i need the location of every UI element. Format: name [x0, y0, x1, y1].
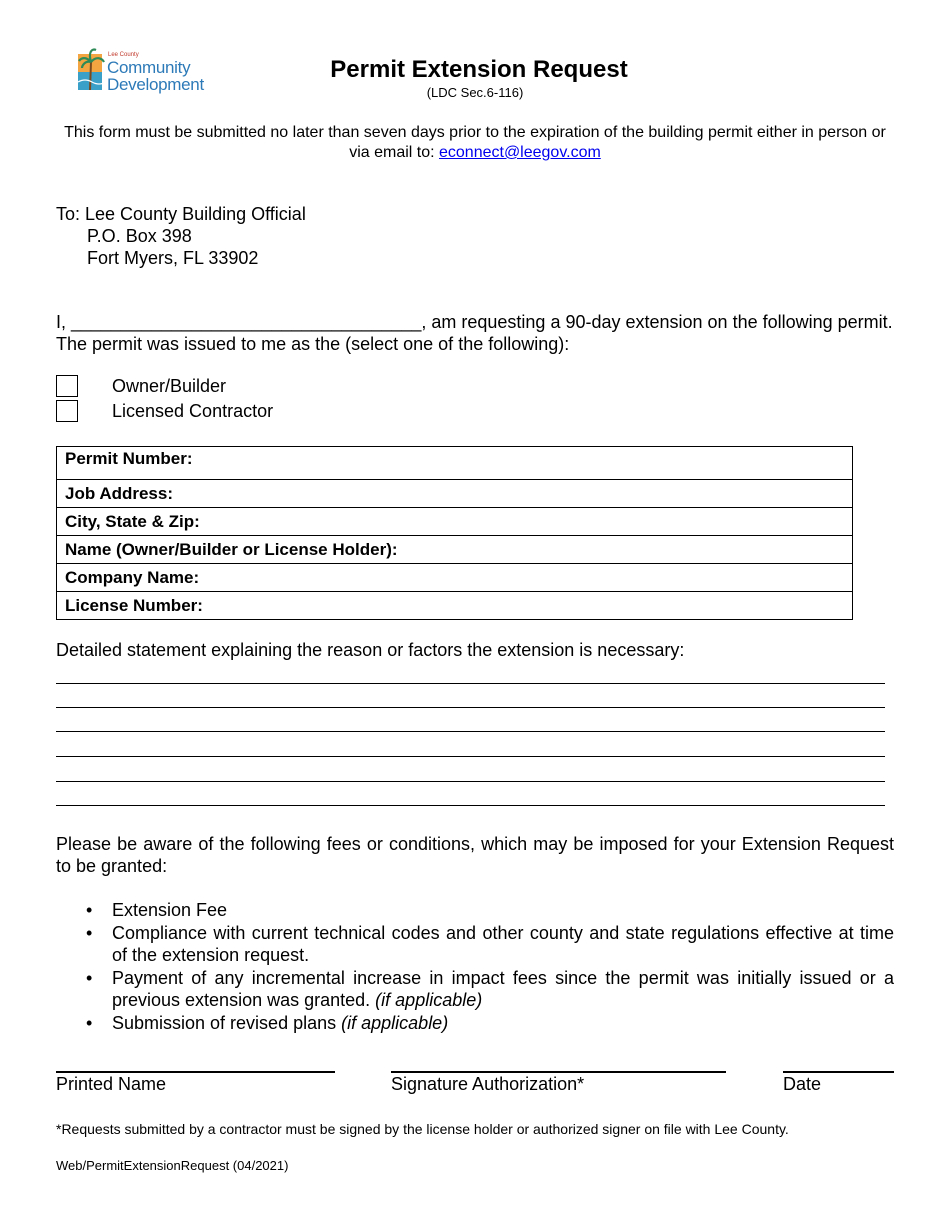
reason-line[interactable] [56, 756, 885, 757]
email-link[interactable]: econnect@leegov.com [439, 144, 601, 161]
owner-builder-label: Owner/Builder [112, 376, 227, 396]
job-address-field[interactable]: Job Address: [57, 480, 853, 508]
address-line-2: P.O. Box 398 [87, 226, 192, 246]
logo-county-text: Lee County [108, 52, 139, 58]
table-row [57, 592, 853, 620]
fee-note: (if applicable) [341, 1013, 449, 1033]
date-label: Date [783, 1074, 822, 1094]
fee-text: Extension Fee [112, 900, 228, 920]
permit-info-table [56, 446, 853, 620]
fee-text: Submission of revised plans [112, 1013, 337, 1033]
reason-line[interactable] [56, 683, 885, 684]
bullet-icon: • [86, 900, 93, 920]
printed-name-line[interactable] [56, 1071, 335, 1073]
list-item [56, 967, 894, 1011]
list-item [56, 922, 894, 966]
reason-line[interactable] [56, 707, 885, 708]
fee-note: (if applicable) [375, 990, 483, 1010]
table-row [57, 536, 853, 564]
table-row [57, 447, 853, 480]
reason-line[interactable] [56, 731, 885, 732]
table-row [57, 564, 853, 592]
page-subtitle: (LDC Sec.6-116) [426, 85, 524, 100]
fee-text: Compliance with current technical codes and other county and state regulations effective at time of the extension request. [112, 923, 894, 965]
permit-number-field[interactable]: Permit Number: [57, 447, 853, 480]
fee-text: Payment of any incremental increase in impact fees since the permit was initially issued or a previous extension was granted. [112, 968, 894, 1010]
list-item [56, 899, 894, 921]
table-row [57, 480, 853, 508]
address-line-1: To: Lee County Building Official [56, 204, 306, 224]
request-statement: I, ___________________________________, am requesting a 90-day extension on the following permit. The permit was issued to me as the (select one of the following): [56, 312, 893, 354]
licensed-contractor-checkbox[interactable] [56, 400, 78, 422]
city-state-zip-field[interactable]: City, State & Zip: [57, 508, 853, 536]
list-item [56, 1012, 894, 1034]
reason-line[interactable] [56, 805, 885, 806]
date-line[interactable] [783, 1071, 894, 1073]
logo-text-line1: Community [107, 58, 191, 77]
form-identifier: Web/PermitExtensionRequest (04/2021) [56, 1158, 289, 1173]
bullet-icon: • [86, 968, 93, 988]
mailing-address [56, 203, 306, 269]
signature-line[interactable] [391, 1071, 726, 1073]
table-row [57, 508, 853, 536]
page-title: Permit Extension Request [330, 56, 628, 83]
fees-list [56, 899, 894, 1035]
owner-builder-checkbox[interactable] [56, 375, 78, 397]
holder-name-field[interactable]: Name (Owner/Builder or License Holder): [57, 536, 853, 564]
bullet-icon: • [86, 923, 93, 943]
signature-label: Signature Authorization* [391, 1074, 585, 1094]
printed-name-label: Printed Name [56, 1074, 167, 1094]
license-number-field[interactable]: License Number: [57, 592, 853, 620]
contractor-footnote: *Requests submitted by a contractor must be signed by the license holder or authorized signer on file with Lee County. [56, 1121, 789, 1137]
submission-instructions [62, 123, 888, 163]
licensed-contractor-label: Licensed Contractor [112, 401, 274, 421]
logo-text-line2: Development [107, 75, 204, 94]
instructions-text: This form must be submitted no later than seven days prior to the expiration of the building permit either in person or via email to: [64, 124, 886, 161]
address-line-3: Fort Myers, FL 33902 [87, 248, 259, 268]
fees-intro: Please be aware of the following fees or conditions, which may be imposed for your Extension Request to be granted: [56, 834, 894, 876]
reason-line[interactable] [56, 781, 885, 782]
bullet-icon: • [86, 1013, 93, 1033]
company-name-field[interactable]: Company Name: [57, 564, 853, 592]
reason-label: Detailed statement explaining the reason or factors the extension is necessary: [56, 640, 685, 660]
